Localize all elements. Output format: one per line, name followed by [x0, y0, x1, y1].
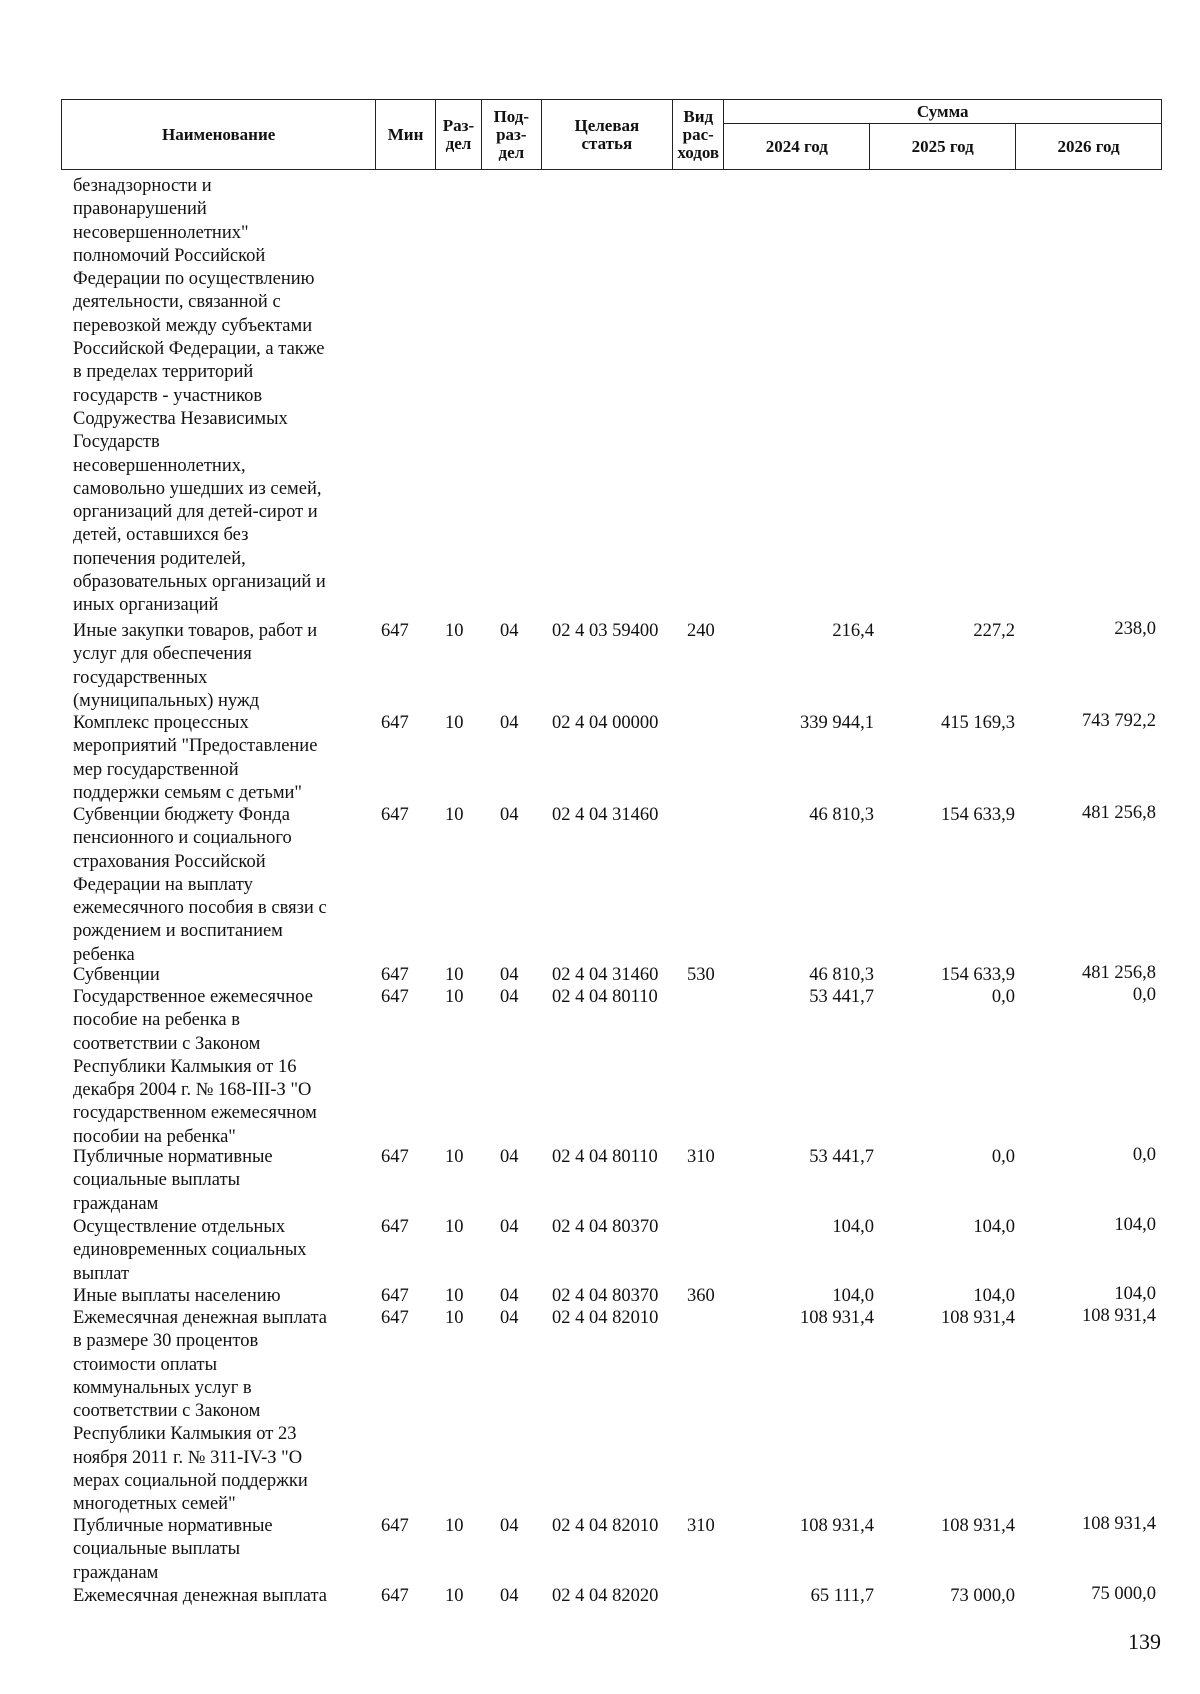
row-podrazdel: 04: [500, 1147, 519, 1167]
row-value-2025: 227,2: [973, 621, 1015, 641]
row-vid: 240: [687, 621, 715, 641]
row-podrazdel: 04: [500, 1286, 519, 1306]
row-podrazdel: 04: [500, 1217, 519, 1237]
col-header-2025: 2025 год: [870, 124, 1016, 170]
row-value-2024: 46 810,3: [809, 805, 874, 825]
row-razdel: 10: [445, 965, 464, 985]
row-name: Государственное ежемесячное пособие на ребенка в соответствии с Законом Республики Калмыкия от 16 декабря 2004 г. № 168-III-З "О государственном ежемесячном пособии на ребенка": [73, 987, 317, 1147]
row-value-2025: 104,0: [973, 1286, 1015, 1306]
row-value-2026: 481 256,8: [1082, 963, 1156, 983]
row-celevaya: 02 4 04 80110: [552, 987, 658, 1007]
row-vid: 310: [687, 1516, 715, 1536]
row-value-2026: 104,0: [1114, 1284, 1156, 1304]
row-razdel: 10: [445, 1217, 464, 1237]
row-value-2024: 104,0: [832, 1286, 874, 1306]
row-value-2026: 108 931,4: [1082, 1306, 1156, 1326]
row-celevaya: 02 4 04 00000: [552, 713, 659, 733]
row-celevaya: 02 4 03 59400: [552, 621, 659, 641]
col-header-razdel: Раз- дел: [435, 100, 481, 170]
row-min: 647: [381, 621, 409, 641]
row-min: 647: [381, 965, 409, 985]
row-name: Комплекс процессных мероприятий "Предоставление мер государственной поддержки семьям с детьми": [73, 713, 318, 803]
row-celevaya: 02 4 04 80110: [552, 1147, 658, 1167]
row-vid: 530: [687, 965, 715, 985]
row-min: 647: [381, 1586, 409, 1606]
row-vid: 360: [687, 1286, 715, 1306]
row-value-2025: 73 000,0: [950, 1586, 1015, 1606]
row-value-2025: 154 633,9: [941, 965, 1015, 985]
page-number: 139: [1128, 1629, 1161, 1654]
col-header-celevaya: Целевая статья: [541, 100, 672, 170]
row-celevaya: 02 4 04 82010: [552, 1308, 659, 1328]
row-podrazdel: 04: [500, 621, 519, 641]
row-min: 647: [381, 1516, 409, 1536]
row-value-2025: 0,0: [991, 987, 1015, 1007]
col-header-min: Мин: [376, 100, 436, 170]
row-value-2024: 104,0: [832, 1217, 874, 1237]
col-header-2024: 2024 год: [724, 124, 870, 170]
row-name: Ежемесячная денежная выплата в размере 30 процентов стоимости оплаты коммунальных услуг в соответствии с Законом Республики Калмыкия от 23 ноября 2011 г. № 311-IV-З "О мерах социальной поддержки многодетных семей": [73, 1308, 328, 1515]
row-value-2025: 108 931,4: [941, 1516, 1015, 1536]
row-podrazdel: 04: [500, 713, 519, 733]
row-min: 647: [381, 1286, 409, 1306]
row-min: 647: [381, 1308, 409, 1328]
col-header-2026: 2026 год: [1016, 124, 1162, 170]
row-razdel: 10: [445, 805, 464, 825]
col-header-podrazdel: Под- раз- дел: [482, 100, 542, 170]
row-name: Публичные нормативные социальные выплаты гражданам: [73, 1516, 273, 1583]
row-razdel: 10: [445, 1286, 464, 1306]
row-razdel: 10: [445, 1147, 464, 1167]
row-value-2025: 104,0: [973, 1217, 1015, 1237]
row-value-2024: 108 931,4: [800, 1308, 874, 1328]
row-value-2024: 108 931,4: [800, 1516, 874, 1536]
row-value-2026: 743 792,2: [1082, 711, 1156, 731]
row-value-2025: 108 931,4: [941, 1308, 1015, 1328]
row-value-2024: 216,4: [832, 621, 874, 641]
row-min: 647: [381, 1147, 409, 1167]
row-name: Ежемесячная денежная выплата: [73, 1586, 328, 1606]
row-value-2025: 415 169,3: [941, 713, 1015, 733]
row-value-2024: 65 111,7: [810, 1586, 874, 1606]
row-razdel: 10: [445, 1308, 464, 1328]
row-value-2024: 53 441,7: [809, 1147, 874, 1167]
row-podrazdel: 04: [500, 965, 519, 985]
row-podrazdel: 04: [500, 987, 519, 1007]
row-value-2024: 46 810,3: [809, 965, 874, 985]
row-celevaya: 02 4 04 82010: [552, 1516, 659, 1536]
row-value-2025: 0,0: [991, 1147, 1015, 1167]
row-razdel: 10: [445, 1516, 464, 1536]
row-value-2026: 481 256,8: [1082, 803, 1156, 823]
row-razdel: 10: [445, 621, 464, 641]
row-celevaya: 02 4 04 31460: [552, 805, 659, 825]
row-value-2026: 0,0: [1132, 985, 1156, 1005]
row-razdel: 10: [445, 987, 464, 1007]
row-min: 647: [381, 1217, 409, 1237]
row-name: Субвенции: [73, 965, 160, 985]
row-name: Осуществление отдельных единовременных социальных выплат: [73, 1217, 307, 1284]
row-razdel: 10: [445, 1586, 464, 1606]
row-celevaya: 02 4 04 80370: [552, 1217, 659, 1237]
row-name: безнадзорности и правонарушений несовершеннолетних" полномочий Российской Федерации по осуществлению деятельности, связанной с перевозкой между субъектами Российской Федерации, а также в пределах территорий государств - участников Содружества Независимых Государств несовершеннолетних, самовольно ушедших из семей, организаций для детей-сирот и детей, оставшихся без попечения родителей, образовательных организаций и иных организаций: [73, 176, 326, 616]
row-podrazdel: 04: [500, 805, 519, 825]
row-value-2026: 104,0: [1114, 1215, 1156, 1235]
row-value-2024: 53 441,7: [809, 987, 874, 1007]
row-min: 647: [381, 713, 409, 733]
row-value-2026: 75 000,0: [1091, 1584, 1156, 1604]
row-podrazdel: 04: [500, 1516, 519, 1536]
row-podrazdel: 04: [500, 1586, 519, 1606]
row-vid: 310: [687, 1147, 715, 1167]
row-name: Иные выплаты населению: [73, 1286, 281, 1306]
row-name: Субвенции бюджету Фонда пенсионного и социального страхования Российской Федерации на выплату ежемесячного пособия в связи с рождением и воспитанием ребенка: [73, 805, 327, 965]
row-min: 647: [381, 987, 409, 1007]
row-value-2026: 238,0: [1114, 619, 1156, 639]
row-name: Иные закупки товаров, работ и услуг для обеспечения государственных (муниципальных) нужд: [73, 621, 318, 711]
row-razdel: 10: [445, 713, 464, 733]
row-value-2026: 0,0: [1132, 1145, 1156, 1165]
col-header-name: Наименование: [62, 100, 376, 170]
col-header-summa: Сумма: [724, 100, 1162, 124]
row-value-2024: 339 944,1: [800, 713, 874, 733]
row-min: 647: [381, 805, 409, 825]
row-name: Публичные нормативные социальные выплаты гражданам: [73, 1147, 273, 1214]
row-celevaya: 02 4 04 80370: [552, 1286, 659, 1306]
row-celevaya: 02 4 04 82020: [552, 1586, 659, 1606]
row-podrazdel: 04: [500, 1308, 519, 1328]
row-celevaya: 02 4 04 31460: [552, 965, 659, 985]
row-value-2026: 108 931,4: [1082, 1514, 1156, 1534]
row-value-2025: 154 633,9: [941, 805, 1015, 825]
col-header-vid: Вид рас- ходов: [673, 100, 724, 170]
